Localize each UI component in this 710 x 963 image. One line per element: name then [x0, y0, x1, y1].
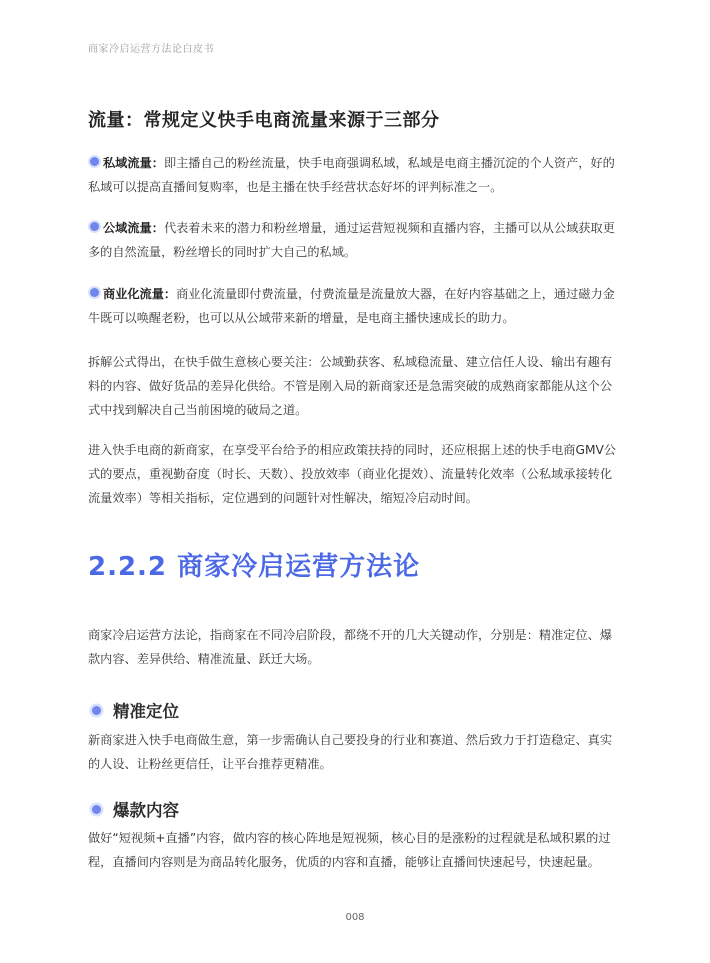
page-number: 008 — [345, 912, 365, 923]
bullet-dot-icon — [92, 706, 101, 715]
bullet-dot-icon — [90, 288, 99, 297]
bullet-term: 商业化流量： — [103, 287, 177, 301]
bullet-text: 代表着未来的潜力和粉丝增量，通过运营短视频和直播内容，主播可以从公域获取更多的自然流量，粉丝增长的同时扩大自己的私域。 — [88, 221, 615, 259]
subsection-heading-content — [88, 797, 179, 821]
bullet-private-traffic — [88, 151, 624, 199]
bullet-dot-icon — [92, 805, 101, 814]
subsection-text-positioning: 新商家进入快手电商做生意，第一步需确认自己要投身的行业和赛道、然后致力于打造稳定、真实的人设、让粉丝更信任，让平台推荐更精准。 — [88, 733, 613, 771]
chapter-intro: 商家冷启运营方法论，指商家在不同冷启阶段，都绕不开的几大关键动作，分别是：精准定位、爆款内容、差异供给、精准流量、跃迁大场。 — [88, 628, 613, 666]
bullet-term: 公域流量： — [103, 221, 164, 235]
bullet-commercial-traffic — [88, 282, 624, 330]
subsection-text-content: 做好“短视频+直播”内容，做内容的核心阵地是短视频，核心目的是涨粉的过程就是私域积累的过程，直播间内容则是为商品转化服务，优质的内容和直播，能够让直播间快速起号，快速起量。 — [88, 831, 611, 869]
page-header: 商家冷启运营方法论白皮书 — [88, 44, 214, 55]
bullet-text: 商业化流量即付费流量，付费流量是流量放大器，在好内容基础之上，通过磁力金牛既可以唤醒老粉，也可以从公域带来新的增量，是电商主播快速成长的助力。 — [88, 287, 615, 325]
subsection-heading-text: 爆款内容 — [113, 801, 179, 820]
bullet-dot-icon — [90, 222, 99, 231]
bullet-dot-icon — [90, 157, 99, 166]
bullet-public-traffic — [88, 216, 624, 264]
subsection-heading-positioning — [88, 698, 179, 722]
bullet-text: 即主播自己的粉丝流量，快手电商强调私域，私域是电商主播沉淀的个人资产，好的私域可以提高直播间复购率，也是主播在快手经营状态好坏的评判标准之一。 — [88, 156, 615, 194]
chapter-title: 2.2.2 商家冷启运营方法论 — [88, 552, 421, 582]
section-heading: 流量：常规定义快手电商流量来源于三部分 — [88, 110, 440, 131]
bullet-term: 私域流量： — [103, 156, 164, 170]
paragraph-new-merchants: 进入快手电商的新商家，在享受平台给予的相应政策扶持的同时，还应根据上述的快手电商GMV公式的要点，重视勤奋度（时长、天数）、投放效率（商业化提效）、流量转化效率（公私域承接转化流量效率）等相关指标，定位遇到的问题针对性解决，缩短冷启动时间。 — [88, 443, 616, 505]
paragraph-formula: 拆解公式得出，在快手做生意核心要关注：公域勤获客、私域稳流量、建立信任人设、输出有趣有料的内容、做好货品的差异化供给。不管是刚入局的新商家还是急需突破的成熟商家都能从这个公式中找到解决自己当前困境的破局之道。 — [88, 355, 613, 417]
subsection-heading-text: 精准定位 — [113, 702, 179, 721]
